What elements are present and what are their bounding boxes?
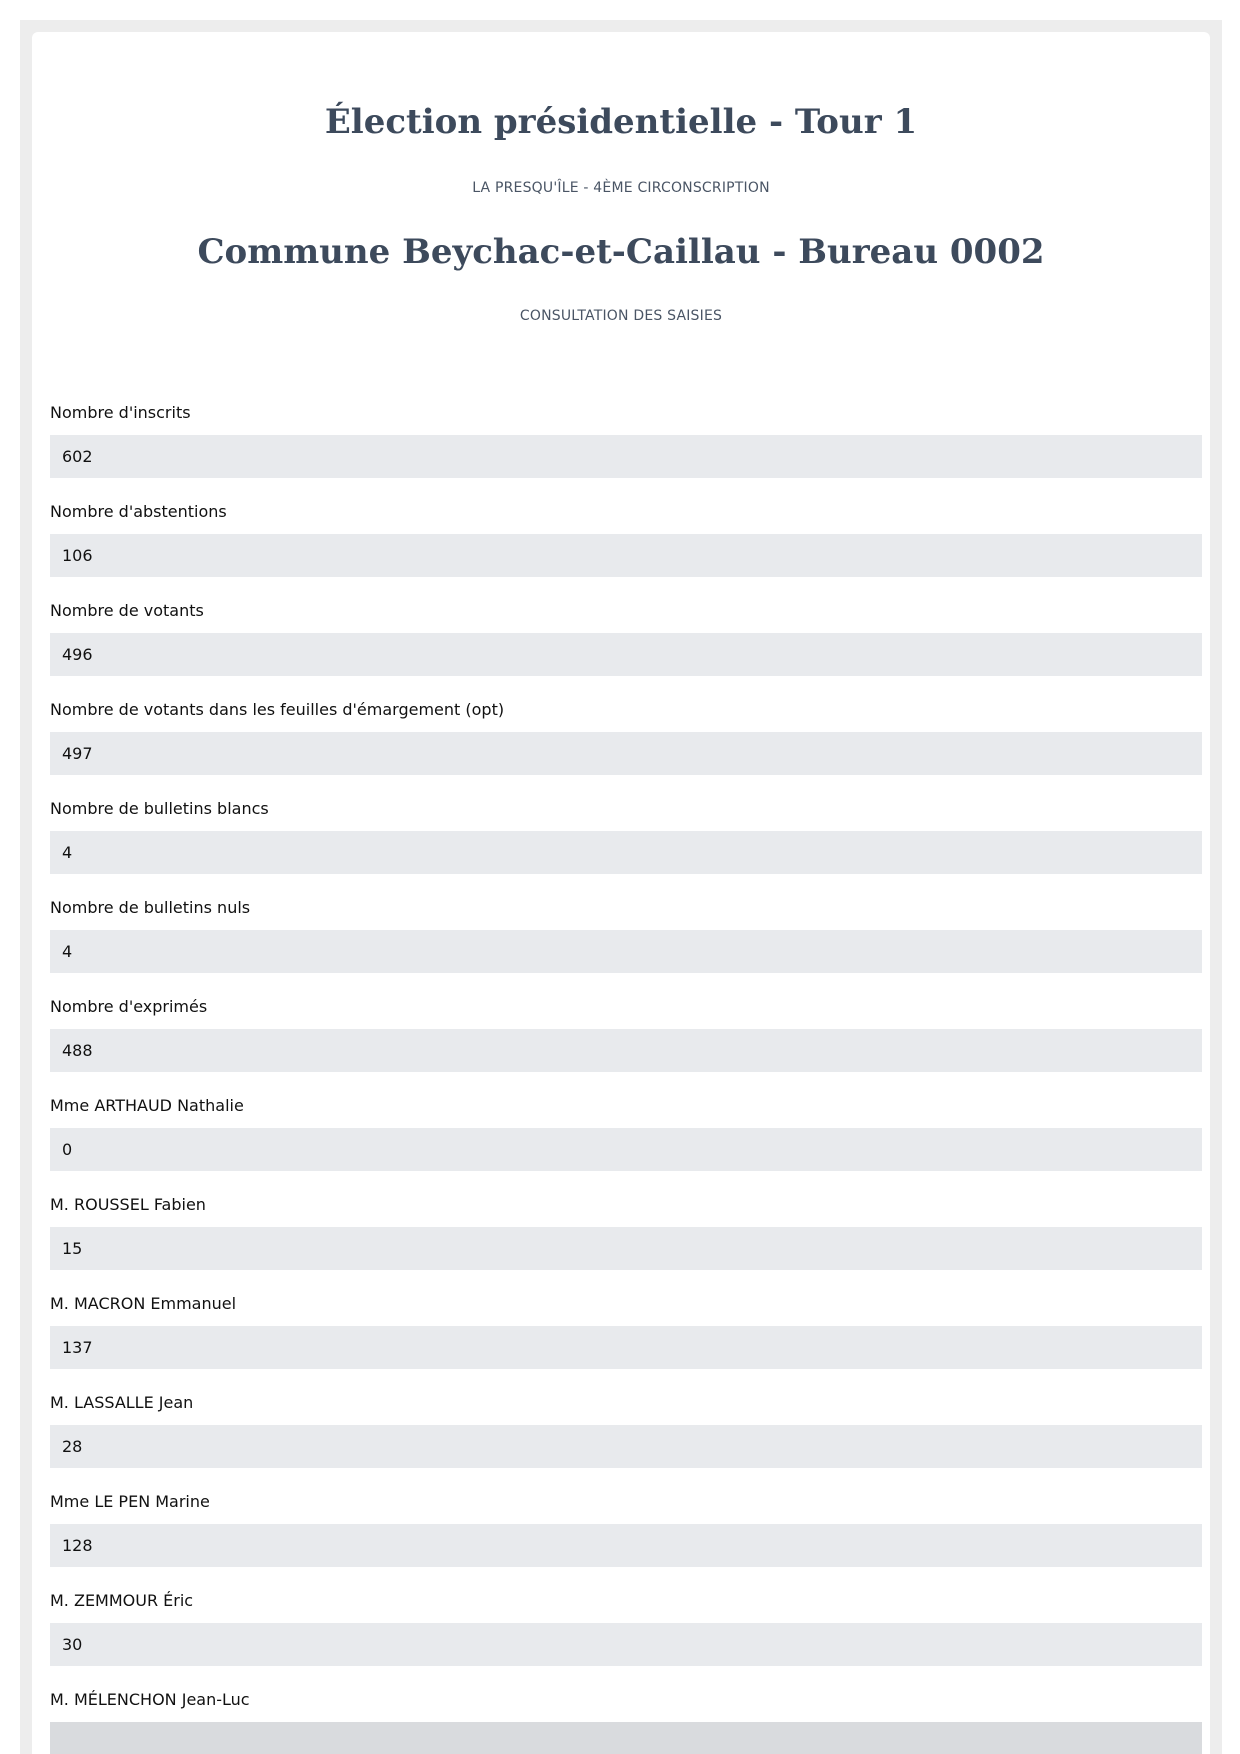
field-abstentions	[50, 501, 1202, 600]
field-value-readonly: 602	[50, 435, 1202, 478]
field-value-readonly: 497	[50, 732, 1202, 775]
field-candidate-macron	[50, 1293, 1202, 1392]
field-value-readonly: 28	[50, 1425, 1202, 1468]
field-candidate-arthaud	[50, 1095, 1202, 1194]
field-label: Mme LE PEN Marine	[50, 1492, 210, 1511]
field-value-readonly: 496	[50, 633, 1202, 676]
field-value-readonly: 4	[50, 930, 1202, 973]
field-label: Nombre de votants	[50, 601, 204, 620]
field-label: Nombre d'exprimés	[50, 997, 208, 1016]
field-candidate-zemmour	[50, 1590, 1202, 1689]
circonscription-label: LA PRESQU'ÎLE - 4ÈME CIRCONSCRIPTION	[472, 180, 770, 196]
field-candidate-le-pen	[50, 1491, 1202, 1590]
results-card	[32, 32, 1210, 1754]
field-label: Nombre de votants dans les feuilles d'émargement (opt)	[50, 700, 505, 719]
field-nuls	[50, 897, 1202, 996]
field-label: M. ROUSSEL Fabien	[50, 1195, 206, 1214]
field-label: Nombre de bulletins blancs	[50, 799, 269, 818]
field-value-readonly: 137	[50, 1326, 1202, 1369]
field-value-readonly: 4	[50, 831, 1202, 874]
section-label: CONSULTATION DES SAISIES	[519, 308, 723, 324]
field-inscrits	[50, 402, 1202, 501]
page-frame	[20, 20, 1222, 1754]
field-candidate-lassalle	[50, 1392, 1202, 1491]
field-candidate-roussel	[50, 1194, 1202, 1293]
field-votants	[50, 600, 1202, 699]
field-value-readonly: 106	[50, 534, 1202, 577]
field-value-readonly: 488	[50, 1029, 1202, 1072]
field-label: M. MACRON Emmanuel	[50, 1294, 237, 1313]
field-blancs	[50, 798, 1202, 897]
fields-list	[50, 402, 1202, 1754]
field-candidate-melenchon	[50, 1689, 1202, 1754]
field-exprimes	[50, 996, 1202, 1095]
field-value-readonly: 15	[50, 1227, 1202, 1270]
field-label: M. MÉLENCHON Jean-Luc	[50, 1690, 250, 1709]
field-value-readonly: 30	[50, 1623, 1202, 1666]
commune-title: Commune Beychac-et-Caillau - Bureau 0002	[197, 232, 1045, 272]
field-label: Nombre de bulletins nuls	[50, 898, 251, 917]
field-label: Nombre d'abstentions	[50, 502, 227, 521]
field-value-readonly: 128	[50, 1524, 1202, 1567]
field-value-readonly	[50, 1722, 1202, 1754]
page-title: Élection présidentielle - Tour 1	[324, 102, 918, 142]
field-label: Mme ARTHAUD Nathalie	[50, 1096, 244, 1115]
field-label: M. ZEMMOUR Éric	[50, 1591, 194, 1610]
field-votants-emargement	[50, 699, 1202, 798]
field-value-readonly: 0	[50, 1128, 1202, 1171]
field-label: M. LASSALLE Jean	[50, 1393, 194, 1412]
field-label: Nombre d'inscrits	[50, 403, 191, 422]
